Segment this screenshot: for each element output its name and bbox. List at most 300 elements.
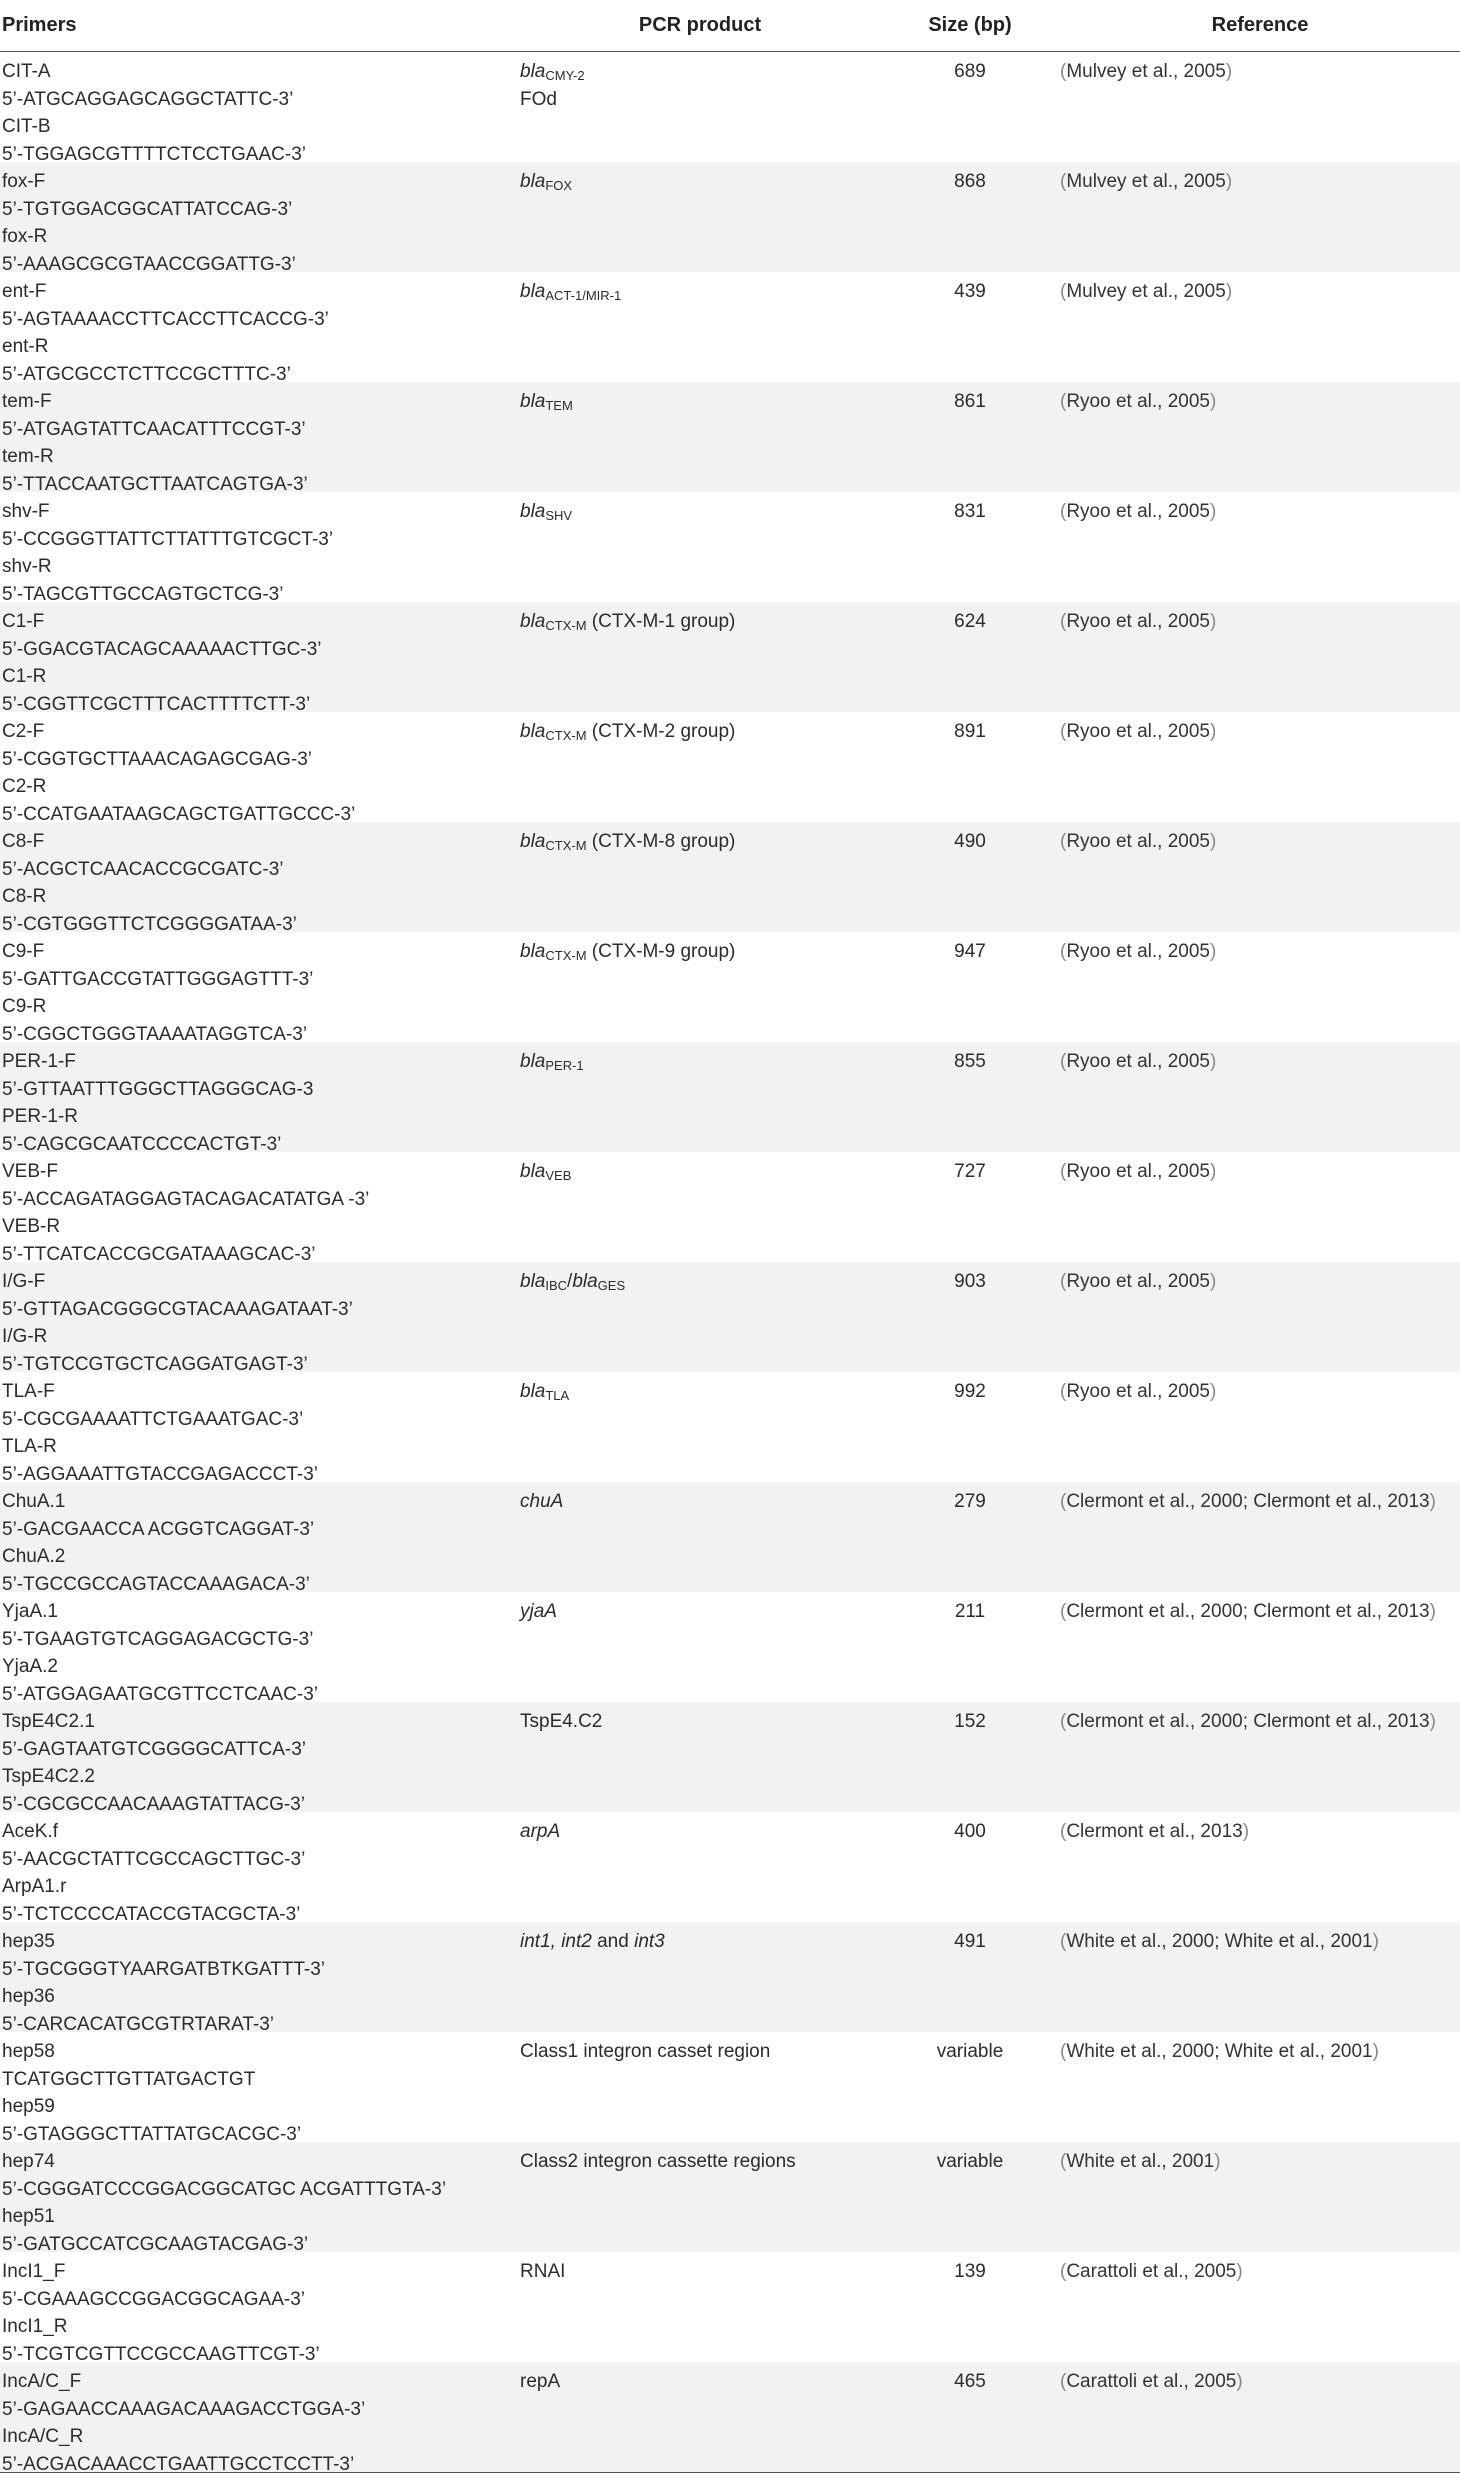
primer-cell <box>0 1482 520 1595</box>
primer-line: 5’-GAGAACCAAAGACAAAGACCTGGA-3’ <box>2 2398 366 2420</box>
primer-line: 5’-TGCCGCCAGTACCAAAGACA-3’ <box>2 1573 310 1595</box>
table-row <box>0 1042 1460 1155</box>
reference-cell <box>1060 2252 1460 2362</box>
paren-open: ( <box>1060 501 1067 522</box>
pcr-product <box>520 1928 880 1956</box>
reference-text: Ryoo et al., 2005 <box>1066 1381 1210 1402</box>
primer-cell <box>0 162 520 275</box>
primer-cell <box>0 2142 520 2255</box>
primer-line: CIT-B <box>2 116 51 137</box>
paren-close: ) <box>1225 171 1233 192</box>
primer-cell <box>0 932 520 1045</box>
pcr-product-cell <box>520 492 880 602</box>
primer-line: hep51 <box>2 2206 55 2227</box>
primer-line: hep74 <box>2 2151 55 2172</box>
pcr-product-cell <box>520 1702 880 1812</box>
pcr-product <box>520 278 880 306</box>
primer-cell <box>0 602 520 715</box>
paren-close: ) <box>1429 1601 1436 1622</box>
pcr-product-cell <box>520 1922 880 2032</box>
gene-subscript: TEM <box>545 398 573 413</box>
size-cell: 727 <box>954 1161 986 1182</box>
primer-line: hep35 <box>2 1931 55 1952</box>
product-text: repA <box>520 2371 561 2392</box>
primer-line: ent-F <box>2 281 47 302</box>
paren-open: ( <box>1060 2151 1067 2172</box>
primer-cell <box>0 1922 520 2035</box>
table-row <box>0 1812 1460 1925</box>
primer-line: 5’-ACGACAAACCTGAATTGCCTCCTT-3’ <box>2 2453 355 2475</box>
paren-close: ) <box>1209 831 1217 852</box>
reference-cell <box>1060 382 1460 492</box>
primer-line: 5’-CGTGGGTTCTCGGGGATAA-3’ <box>2 913 297 935</box>
primer-line: YjaA.1 <box>2 1601 58 1622</box>
gene-name: int3 <box>634 1931 665 1952</box>
paren-close: ) <box>1209 1271 1217 1292</box>
size-cell: 891 <box>954 721 986 742</box>
gene-subscript: PER-1 <box>545 1058 584 1073</box>
primer-cell <box>0 822 520 935</box>
size-cell: 400 <box>954 1821 986 1842</box>
primer-line: fox-F <box>2 171 46 192</box>
primer-cell <box>0 1042 520 1155</box>
pcr-product-cell <box>520 1372 880 1482</box>
paren-open: ( <box>1060 2261 1067 2282</box>
reference-cell <box>1060 1592 1460 1702</box>
primer-line: PER-1-R <box>2 1106 79 1127</box>
table-row <box>0 2252 1460 2365</box>
gene-name: bla <box>520 1381 546 1402</box>
primer-line: 5’-CGGTGCTTAAACAGAGCGAG-3’ <box>2 748 313 770</box>
gene-name: bla <box>520 1051 546 1072</box>
paren-close: ) <box>1242 1821 1250 1842</box>
reference-cell <box>1060 1702 1460 1812</box>
primer-line: 5’-AACGCTATTCGCCAGCTTGC-3’ <box>2 1848 306 1870</box>
primer-line: 5’-TAGCGTTGCCAGTGCTCG-3’ <box>2 583 284 605</box>
primer-line: 5’-CCGGGTTATTCTTATTTGTCGCT-3’ <box>2 528 334 550</box>
table-row <box>0 932 1460 1045</box>
size-cell: 855 <box>954 1051 986 1072</box>
reference-cell <box>1060 1042 1460 1152</box>
pcr-product <box>520 1708 880 1736</box>
primer-line: YjaA.2 <box>2 1656 58 1677</box>
primer-line: C9-F <box>2 941 45 962</box>
product-extra: FOd <box>520 88 557 110</box>
primer-line: 5’-AGTAAAACCTTCACCTTCACCG-3’ <box>2 308 329 330</box>
reference-text: Ryoo et al., 2005 <box>1066 1161 1210 1182</box>
table-row <box>0 2362 1460 2475</box>
pcr-product <box>520 498 880 526</box>
gene-name: int1, int2 <box>520 1931 592 1952</box>
primer-line: ChuA.1 <box>2 1491 66 1512</box>
pcr-product-cell <box>520 1482 880 1592</box>
reference-text: Ryoo et al., 2005 <box>1066 831 1210 852</box>
primer-line: tem-F <box>2 391 52 412</box>
primer-line: 5’-CGGTTCGCTTTCACTTTTCTT-3’ <box>2 693 311 715</box>
reference-cell <box>1060 602 1460 712</box>
primer-cell <box>0 492 520 605</box>
reference-text: Clermont et al., 2013 <box>1066 1821 1243 1842</box>
primer-line: 5’-GAGTAATGTCGGGGCATTCA-3’ <box>2 1738 307 1760</box>
pcr-product <box>520 608 880 636</box>
table-row <box>0 1702 1460 1815</box>
pcr-product-cell <box>520 1262 880 1372</box>
primer-line: TLA-R <box>2 1436 57 1457</box>
primer-cell <box>0 2032 520 2145</box>
pcr-product <box>520 58 880 86</box>
paren-close: ) <box>1236 2371 1243 2392</box>
pcr-product <box>520 1048 880 1076</box>
size-cell: 831 <box>954 501 986 522</box>
primer-line: 5’-CAGCGCAATCCCCACTGT-3’ <box>2 1133 282 1155</box>
primer-cell <box>0 1262 520 1375</box>
reference-text: Ryoo et al., 2005 <box>1066 1051 1210 1072</box>
reference-text: White et al., 2000; White et al., 2001 <box>1066 1931 1373 1952</box>
paren-open: ( <box>1060 831 1067 852</box>
size-cell: 624 <box>954 611 986 632</box>
gene-subscript: CMY-2 <box>545 68 585 83</box>
reference-text: Mulvey et al., 2005 <box>1066 281 1226 302</box>
gene-name: bla <box>520 281 546 302</box>
primer-line: 5’-TTACCAATGCTTAATCAGTGA-3’ <box>2 473 308 495</box>
paren-close: ) <box>1209 1051 1217 1072</box>
size-cell: 992 <box>954 1381 986 1402</box>
pcr-product-cell <box>520 2032 880 2142</box>
paren-close: ) <box>1209 501 1217 522</box>
size-cell: 868 <box>954 171 986 192</box>
primer-line: 5’-ATGAGTATTCAACATTTCCGT-3’ <box>2 418 306 440</box>
reference-cell <box>1060 2142 1460 2252</box>
gene-name: bla <box>520 1161 546 1182</box>
primer-line: 5’-GGACGTACAGCAAAAACTTGC-3’ <box>2 638 322 660</box>
primer-line: 5’-GACGAACCA ACGGTCAGGAT-3’ <box>2 1518 315 1540</box>
primer-line: hep59 <box>2 2096 55 2117</box>
table-row <box>0 162 1460 275</box>
pcr-product-cell <box>520 272 880 382</box>
paren-open: ( <box>1060 1931 1067 1952</box>
paren-close: ) <box>1225 61 1233 82</box>
table-row <box>0 52 1460 165</box>
table-row <box>0 602 1460 715</box>
paren-close: ) <box>1372 1931 1379 1952</box>
product-text: RNAI <box>520 2261 566 2282</box>
primer-line: 5’-TTCATCACCGCGATAAAGCAC-3’ <box>2 1243 316 1265</box>
primer-cell <box>0 2252 520 2365</box>
reference-cell <box>1060 52 1460 162</box>
reference-cell <box>1060 1262 1460 1372</box>
reference-text: Carattoli et al., 2005 <box>1066 2371 1237 2392</box>
gene-name: bla <box>520 391 546 412</box>
reference-cell <box>1060 1482 1460 1592</box>
product-text: Class1 integron casset region <box>520 2041 771 2062</box>
size-cell: 861 <box>954 391 986 412</box>
header-pcr-product: PCR product <box>638 14 762 36</box>
gene-name: bla <box>520 501 546 522</box>
primer-line: hep36 <box>2 1986 55 2007</box>
primer-line: 5’-ACGCTCAACACCGCGATC-3’ <box>2 858 284 880</box>
paren-open: ( <box>1060 61 1067 82</box>
primer-line: AceK.f <box>2 1821 58 1842</box>
pcr-product-cell <box>520 2362 880 2472</box>
primer-line: I/G-R <box>2 1326 48 1347</box>
pcr-product-cell <box>520 52 880 162</box>
pcr-product <box>520 1158 880 1186</box>
table-row <box>0 822 1460 935</box>
size-cell: 139 <box>954 2261 986 2282</box>
gene-name: chuA <box>520 1491 564 1512</box>
primer-line: C2-F <box>2 721 45 742</box>
reference-text: Clermont et al., 2000; Clermont et al., 2013 <box>1066 1491 1430 1512</box>
reference-cell <box>1060 1152 1460 1262</box>
paren-open: ( <box>1060 721 1067 742</box>
primer-line: 5’-ATGGAGAATGCGTTCCTCAAC-3’ <box>2 1683 318 1705</box>
primer-line: C8-R <box>2 886 47 907</box>
gene-subscript: CTX-M <box>545 728 587 743</box>
product-text: / <box>567 1271 573 1292</box>
paren-open: ( <box>1060 611 1067 632</box>
paren-close: ) <box>1209 391 1217 412</box>
reference-cell <box>1060 822 1460 932</box>
pcr-product-cell <box>520 382 880 492</box>
primer-line: fox-R <box>2 226 48 247</box>
paren-open: ( <box>1060 391 1067 412</box>
pcr-product-cell <box>520 1592 880 1702</box>
header-size: Size (bp) <box>928 14 1012 36</box>
primer-line: 5’-TCTCCCCATACCGTACGCTA-3’ <box>2 1903 301 1925</box>
primer-line: VEB-F <box>2 1161 58 1182</box>
paren-open: ( <box>1060 941 1067 962</box>
product-text: Class2 integron cassette regions <box>520 2151 796 2172</box>
gene-subscript: TLA <box>545 1388 570 1403</box>
primer-cell <box>0 1372 520 1485</box>
gene-subscript: GES <box>597 1278 626 1293</box>
paren-close: ) <box>1236 2261 1243 2282</box>
reference-cell <box>1060 1922 1460 2032</box>
gene-subscript: IBC <box>545 1278 568 1293</box>
size-cell: 490 <box>954 831 986 852</box>
primer-line: 5’-GTAGGGCTTATTATGCACGC-3’ <box>2 2123 302 2145</box>
primer-cell <box>0 272 520 385</box>
size-cell: variable <box>936 2041 1004 2062</box>
table-row <box>0 492 1460 605</box>
pcr-product <box>520 1268 880 1296</box>
primer-line: 5’-TGAAGTGTCAGGAGACGCTG-3’ <box>2 1628 314 1650</box>
product-text: TspE4.C2 <box>520 1711 603 1732</box>
gene-subscript: VEB <box>545 1168 572 1183</box>
primer-line: 5’-CGGCTGGGTAAAATAGGTCA-3’ <box>2 1023 308 1045</box>
primer-line: 5’-CGGGATCCCGGACGGCATGC ACGATTTGTA-3’ <box>2 2178 447 2200</box>
table-row <box>0 712 1460 825</box>
reference-text: Mulvey et al., 2005 <box>1066 61 1226 82</box>
gene-name: bla <box>520 61 546 82</box>
primer-cell <box>0 1702 520 1815</box>
reference-text: Mulvey et al., 2005 <box>1066 171 1226 192</box>
reference-cell <box>1060 272 1460 382</box>
primer-line: 5’-GATGCCATCGCAAGTACGAG-3’ <box>2 2233 309 2255</box>
gene-name: bla <box>520 941 546 962</box>
header-reference: Reference <box>1211 14 1309 36</box>
pcr-product-cell <box>520 2252 880 2362</box>
primer-line: C2-R <box>2 776 47 797</box>
paren-open: ( <box>1060 171 1067 192</box>
primer-line: 5’-TGCGGGTYAARGATBTKGATTT-3’ <box>2 1958 326 1980</box>
primer-line: 5’-CGCGCCAACAAAGTATTACG-3’ <box>2 1793 305 1815</box>
primer-line: IncI1_F <box>2 2261 66 2282</box>
size-cell: variable <box>936 2151 1004 2172</box>
pcr-product-cell <box>520 1152 880 1262</box>
reference-cell <box>1060 492 1460 602</box>
pcr-product <box>520 938 880 966</box>
gene-name: yjaA <box>520 1601 557 1622</box>
size-cell: 465 <box>954 2371 986 2392</box>
primer-line: IncA/C_F <box>2 2371 82 2392</box>
primer-line: 5’-ACCAGATAGGAGTACAGACATATGA -3’ <box>2 1188 370 1210</box>
table-row <box>0 272 1460 385</box>
paren-close: ) <box>1209 611 1217 632</box>
primer-line: ArpA1.r <box>2 1876 67 1897</box>
primer-cell <box>0 2362 520 2475</box>
table-header <box>0 0 1460 52</box>
gene-subscript: SHV <box>545 508 573 523</box>
primer-line: hep58 <box>2 2041 55 2062</box>
header-primers: Primers <box>2 14 77 36</box>
primer-line: 5’-TGGAGCGTTTTCTCCTGAAC-3’ <box>2 143 306 165</box>
paren-close: ) <box>1209 1381 1217 1402</box>
gene-subscript: CTX-M <box>545 948 587 963</box>
reference-text: Ryoo et al., 2005 <box>1066 611 1210 632</box>
reference-text: Clermont et al., 2000; Clermont et al., 2013 <box>1066 1711 1430 1732</box>
pcr-product <box>520 388 880 416</box>
paren-open: ( <box>1060 1161 1067 1182</box>
primer-line: C9-R <box>2 996 47 1017</box>
gene-name: arpA <box>520 1821 561 1842</box>
paren-open: ( <box>1060 1271 1067 1292</box>
paren-close: ) <box>1209 721 1217 742</box>
pcr-product <box>520 2368 880 2396</box>
table-row <box>0 1372 1460 1485</box>
table-row <box>0 2142 1460 2255</box>
reference-text: Ryoo et al., 2005 <box>1066 721 1210 742</box>
gene-name: bla <box>520 171 546 192</box>
product-text: (CTX-M-9 group) <box>586 941 736 962</box>
paren-open: ( <box>1060 1821 1067 1842</box>
gene-subscript: FOX <box>545 178 573 193</box>
paren-open: ( <box>1060 281 1067 302</box>
reference-text: Ryoo et al., 2005 <box>1066 941 1210 962</box>
size-cell: 152 <box>954 1711 986 1732</box>
table-row <box>0 1482 1460 1595</box>
primer-line: 5’-AAAGCGCGTAACCGGATTG-3’ <box>2 253 296 275</box>
primer-line: C1-F <box>2 611 45 632</box>
paren-open: ( <box>1060 1051 1067 1072</box>
pcr-product <box>520 1488 880 1516</box>
reference-text: Ryoo et al., 2005 <box>1066 391 1210 412</box>
reference-text: White et al., 2000; White et al., 2001 <box>1066 2041 1373 2062</box>
size-cell: 491 <box>954 1931 986 1952</box>
pcr-product <box>520 2148 880 2176</box>
primer-cell <box>0 52 520 165</box>
primer-cell <box>0 1152 520 1265</box>
primer-line: 5’-GTTAATTTGGGCTTAGGGCAG-3 <box>2 1078 314 1100</box>
primer-line: ent-R <box>2 336 49 357</box>
primer-line: 5’-CARCACATGCGTRTARAT-3’ <box>2 2013 275 2035</box>
pcr-product-cell <box>520 932 880 1042</box>
size-cell: 689 <box>954 61 986 82</box>
reference-text: Carattoli et al., 2005 <box>1066 2261 1237 2282</box>
primer-line: TspE4C2.1 <box>2 1711 95 1732</box>
size-cell: 903 <box>954 1271 986 1292</box>
pcr-product-cell <box>520 162 880 272</box>
reference-cell <box>1060 712 1460 822</box>
pcr-product <box>520 1598 880 1626</box>
primer-line: TCATGGCTTGTTATGACTGT <box>2 2068 256 2090</box>
pcr-product <box>520 2258 880 2286</box>
primer-line: C1-R <box>2 666 47 687</box>
pcr-product <box>520 2038 880 2066</box>
reference-cell <box>1060 932 1460 1042</box>
paren-close: ) <box>1214 2151 1221 2172</box>
gene-subscript: CTX-M <box>545 838 587 853</box>
reference-cell <box>1060 2032 1460 2142</box>
gene-subscript: CTX-M <box>545 618 587 633</box>
table-row <box>0 1262 1460 1375</box>
paren-close: ) <box>1429 1711 1436 1732</box>
primer-line: 5’-CGAAAGCCGGACGGCAGAA-3’ <box>2 2288 305 2310</box>
primer-cell <box>0 382 520 495</box>
paren-open: ( <box>1060 2041 1067 2062</box>
primer-line: tem-R <box>2 446 54 467</box>
primer-line: 5’-TCGTCGTTCCGCCAAGTTCGT-3’ <box>2 2343 320 2365</box>
table-row <box>0 1592 1460 1705</box>
table-row <box>0 1922 1460 2035</box>
primer-line: shv-R <box>2 556 52 577</box>
paren-open: ( <box>1060 1601 1067 1622</box>
primer-cell <box>0 1592 520 1705</box>
table-row <box>0 2032 1460 2145</box>
size-cell: 211 <box>954 1601 986 1622</box>
primer-line: 5’-TGTGGACGGCATTATCCAG-3’ <box>2 198 293 220</box>
primer-line: shv-F <box>2 501 50 522</box>
pcr-product <box>520 168 880 196</box>
primer-line: 5’-ATGCGCCTCTTCCGCTTTC-3’ <box>2 363 291 385</box>
primer-cell <box>0 1812 520 1925</box>
gene-name: bla <box>520 831 546 852</box>
paren-close: ) <box>1429 1491 1436 1512</box>
reference-cell <box>1060 2362 1460 2472</box>
reference-text: Ryoo et al., 2005 <box>1066 1271 1210 1292</box>
table-row <box>0 382 1460 495</box>
table-body <box>0 52 1460 2473</box>
primer-line: CIT-A <box>2 61 51 82</box>
paren-close: ) <box>1372 2041 1379 2062</box>
primer-line: TLA-F <box>2 1381 55 1402</box>
paren-close: ) <box>1225 281 1233 302</box>
reference-text: Clermont et al., 2000; Clermont et al., 2013 <box>1066 1601 1430 1622</box>
pcr-product <box>520 828 880 856</box>
primer-cell <box>0 712 520 825</box>
primer-line: TspE4C2.2 <box>2 1766 95 1787</box>
reference-cell <box>1060 1812 1460 1922</box>
product-text: and <box>591 1931 635 1952</box>
size-cell: 947 <box>954 941 986 962</box>
reference-text: Ryoo et al., 2005 <box>1066 501 1210 522</box>
primer-line: 5’-TGTCCGTGCTCAGGATGAGT-3’ <box>2 1353 308 1375</box>
size-cell: 279 <box>954 1491 986 1512</box>
paren-open: ( <box>1060 1711 1067 1732</box>
product-text: (CTX-M-2 group) <box>586 721 736 742</box>
reference-cell <box>1060 1372 1460 1482</box>
pcr-product-cell <box>520 1812 880 1922</box>
